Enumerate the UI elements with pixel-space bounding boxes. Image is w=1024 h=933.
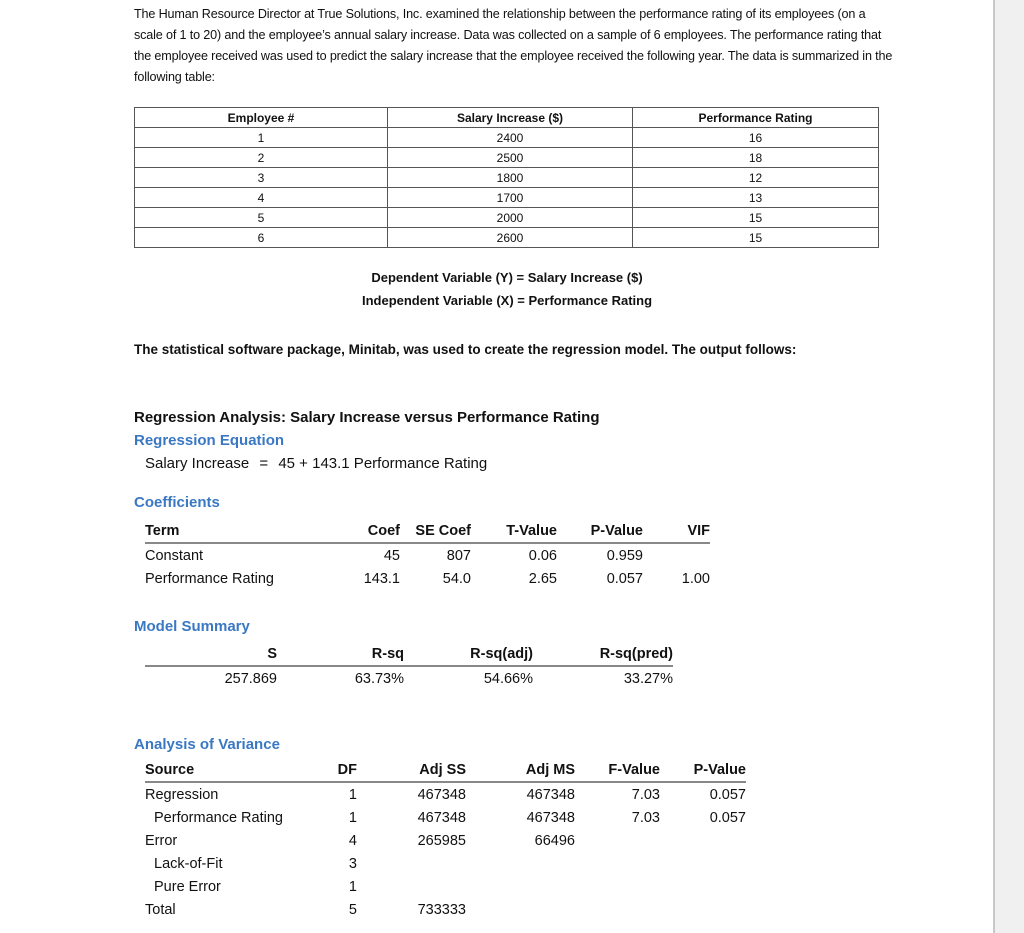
cell: Lack-of-Fit [154,855,223,872]
cell: 0.057 [709,786,746,803]
cell [660,898,746,921]
employee-data-table [134,107,879,248]
cell: 467348 [417,786,466,803]
table-row [135,128,879,148]
equation-rhs: 45 + 143.1 Performance Rating [278,455,488,472]
cell: 5 [135,208,388,228]
cell: Regression [145,786,219,803]
cell: Constant [145,547,204,564]
table-row [135,228,879,248]
anova-heading: Analysis of Variance [134,736,280,753]
cell: 3 [348,855,357,872]
header: R-sq [277,642,404,666]
cell: 6 [135,228,388,248]
table-header-row [135,108,879,128]
cell: 45 [383,547,400,564]
cell: 66496 [534,832,575,849]
table-header-row [145,519,710,543]
cell: 467348 [417,809,466,826]
anova-table [145,758,746,921]
page-gutter [993,0,1024,933]
cell: 1 [348,786,357,803]
model-summary-heading: Model Summary [134,618,250,635]
cell: 2 [135,148,388,168]
cell: 2600 [388,228,633,248]
intro-paragraph: The Human Resource Director at True Solutions, Inc. examined the relationship between the performance rating of its employees (on a scale of 1 to 20) and the employee’s annual salary increase. Data was collected on a sample of 6 employees. The performance rating that the employee received was used to predict the salary increase that the employee received the following year. The data is summarized in the following table: [134,7,893,84]
cell: 467348 [526,786,575,803]
cell: 5 [348,901,357,918]
table-row [145,852,746,875]
table-row [145,567,710,590]
cell: 265985 [417,832,466,849]
table-row [145,782,746,806]
cell: 1 [348,878,357,895]
cell: 7.03 [631,786,660,803]
regression-equation [145,455,487,472]
cell: 2.65 [528,570,557,587]
cell: 0.057 [606,570,643,587]
table-row [135,168,879,188]
header: P-Value [557,519,643,543]
header: SE Coef [400,519,471,543]
header: R-sq(pred) [533,642,673,666]
cell [575,829,660,852]
cell: 1 [135,128,388,148]
cell: 4 [348,832,357,849]
cell: Error [145,832,178,849]
equation-equals: = [259,455,269,472]
cell: 54.66% [483,670,533,687]
cell: 2000 [388,208,633,228]
table-header-row [145,758,746,782]
cell [575,875,660,898]
cell [466,875,575,898]
cell: 467348 [526,809,575,826]
header: T-Value [471,519,557,543]
table-row [135,188,879,208]
table-header-row [145,642,673,666]
cell: 7.03 [631,809,660,826]
cell: Performance Rating [145,570,274,587]
cell: 733333 [417,901,466,918]
header: Adj SS [357,758,466,782]
independent-variable: Independent Variable (X) = Performance Rating [361,293,653,308]
header: R-sq(adj) [404,642,533,666]
header: P-Value [660,758,746,782]
header: Coef [340,519,400,543]
cell: Performance Rating [154,809,283,826]
cell: 18 [633,148,879,168]
header: Source [145,758,320,782]
cell: 33.27% [623,670,673,687]
header-employee: Employee # [135,108,388,128]
table-row [145,543,710,567]
header: S [145,642,277,666]
cell [466,852,575,875]
cell: 257.869 [224,670,277,687]
cell: 0.057 [709,809,746,826]
cell: 2500 [388,148,633,168]
cell: 2400 [388,128,633,148]
table-row [145,829,746,852]
cell [660,875,746,898]
cell: 807 [446,547,471,564]
dependent-variable: Dependent Variable (Y) = Salary Increase ($) [371,270,643,285]
header: Term [145,519,340,543]
table-row [145,875,746,898]
coefficients-heading: Coefficients [134,494,220,511]
cell [466,898,575,921]
cell: Total [145,901,176,918]
cell [575,852,660,875]
cell [575,898,660,921]
software-note: The statistical software package, Minitab, was used to create the regression model. The output follows: [134,342,797,357]
output-title: Regression Analysis: Salary Increase versus Performance Rating [134,409,600,426]
cell: 4 [135,188,388,208]
cell: 16 [633,128,879,148]
cell: 12 [633,168,879,188]
cell: 1 [348,809,357,826]
equation-heading: Regression Equation [134,432,285,449]
cell: 143.1 [363,570,400,587]
equation-lhs: Salary Increase [145,455,250,472]
header-salary: Salary Increase ($) [388,108,633,128]
cell [660,852,746,875]
cell: 54.0 [442,570,471,587]
cell: 0.959 [606,547,643,564]
cell: 1800 [388,168,633,188]
cell [643,543,710,567]
header: F-Value [575,758,660,782]
table-row [145,898,746,921]
cell: 63.73% [354,670,404,687]
table-row [135,148,879,168]
cell: 15 [633,208,879,228]
header-rating: Performance Rating [633,108,879,128]
cell: 15 [633,228,879,248]
cell [660,829,746,852]
table-row [145,666,673,690]
table-row [135,208,879,228]
cell [357,875,466,898]
cell [357,852,466,875]
header: Adj MS [466,758,575,782]
model-summary-table [145,642,673,690]
cell: 1.00 [681,570,710,587]
cell: Pure Error [154,878,221,895]
cell: 1700 [388,188,633,208]
header: VIF [643,519,710,543]
header: DF [320,758,357,782]
coefficients-table [145,519,710,590]
cell: 3 [135,168,388,188]
table-row [145,806,746,829]
cell: 0.06 [528,547,557,564]
cell: 13 [633,188,879,208]
